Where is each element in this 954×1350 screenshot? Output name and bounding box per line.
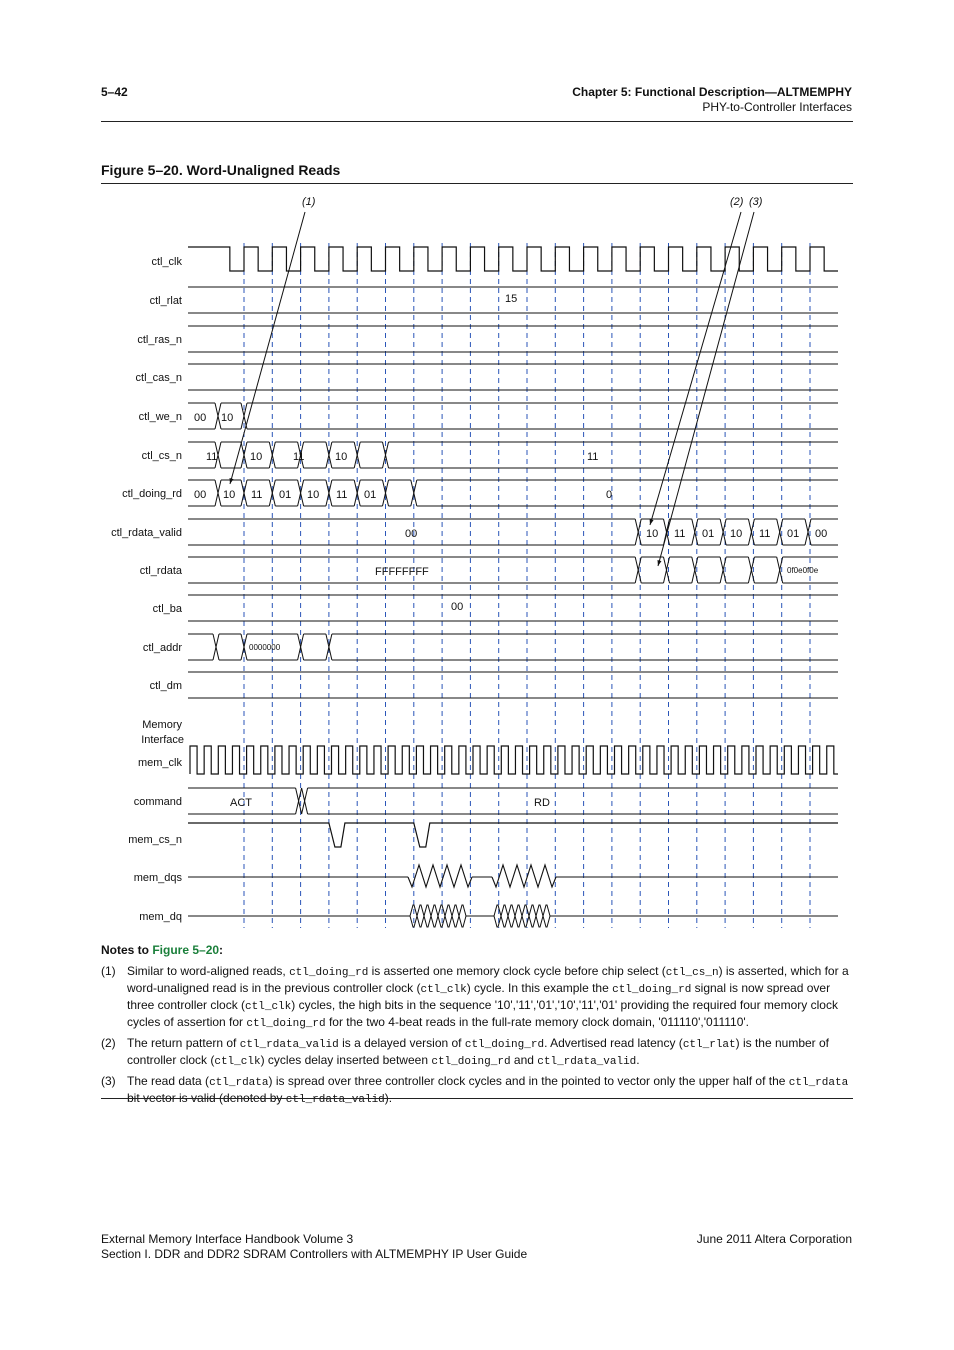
signal-label-mem-clk: mem_clk [137,757,182,769]
signal-label-ctl-cs-n: ctl_cs_n [141,450,182,462]
value-rdata: 0f0e0f0e [787,566,819,575]
callout-label: (1) [302,196,316,208]
callout-label: (3) [749,196,763,208]
figure-link[interactable]: Figure 5–20 [152,943,220,957]
waveform-mem-dq [452,905,459,927]
note-fragment: The return pattern of [127,1036,240,1050]
value-doing-rd: 10 [223,489,236,501]
value-doing-rd: 11 [336,489,348,501]
note-fragment: The read data ( [127,1074,210,1088]
callout-arrow [650,212,741,525]
footer-date-company: June 2011 Altera Corporation [696,1232,852,1246]
signal-label-ctl-doing-rd: ctl_doing_rd [122,488,182,500]
value-rdata: FFFFFFFF [375,566,429,578]
waveform-mem-cs-n [188,823,838,847]
page-number: 5–42 [101,85,128,99]
value-cs-n: 10 [335,451,348,463]
value-command: ACT [230,797,252,809]
waveform-mem-dq [424,905,431,927]
callout-arrowhead [650,519,654,525]
note-fragment: ) is asserted, which for a word-unaligned read is in the previous controller clock ( [127,964,849,995]
waveform-mem-dqs [492,865,556,887]
code-signal: ctl_clk [420,984,467,996]
value-rdata-valid: 11 [759,528,771,540]
notes-list [101,964,853,1108]
waveform-mem-dq [417,905,424,927]
note-fragment: . [636,1053,640,1067]
waveform-mem-dq [501,905,508,927]
section-title: PHY-to-Controller Interfaces [702,100,852,114]
waveform-mem-dq [494,905,501,927]
signal-label-ctl-rdata-valid: ctl_rdata_valid [111,527,182,539]
signal-label-ctl-rdata: ctl_rdata [139,565,182,577]
waveform-mem-dq [522,905,529,927]
signal-label-mem-dq: mem_dq [139,911,182,923]
callout-label: (2) [730,196,744,208]
note-fragment: bit vector is valid (denoted by [127,1091,286,1105]
waveform-ctl-clk [188,247,838,271]
figure-title: Figure 5–20. Word-Unaligned Reads [101,162,341,178]
signal-label-ctl-dm: ctl_dm [149,680,182,692]
signal-label-ctl-ras-n: ctl_ras_n [137,334,182,346]
value-addr: 0000000 [249,643,281,652]
note-fragment: . Advertised read latency ( [544,1036,683,1050]
waveform-mem-dqs [408,865,472,887]
memory-interface-label: Memory [142,719,182,731]
code-signal: ctl_doing_rd [289,967,369,979]
waveform-mem-dq [445,905,452,927]
note-number: (3) [101,1074,116,1088]
code-signal: ctl_rdata_valid [285,1094,385,1106]
waveform-mem-dq [508,905,515,927]
note-fragment: ) cycles, the high bits in the sequence '10','11','01','10','11','01' providing the required four memory clock cycles of assertion for [127,998,838,1029]
callout-arrow [230,212,305,484]
value-we-n: 10 [221,412,234,424]
note-fragment: ) is the number of controller clock ( [127,1036,829,1067]
note-fragment: ) cycle. In this example the [466,981,613,995]
code-signal: ctl_rlat [682,1039,736,1051]
waveform-mem-dq [543,905,550,927]
footer-left [101,1232,527,1262]
note-fragment: for the two 4-beat reads in the full-rate memory clock domain, '011110','011110'. [325,1015,749,1029]
signal-label-ctl-rlat: ctl_rlat [149,295,182,307]
code-signal: ctl_rdata [788,1077,849,1089]
note-fragment: ). [384,1091,393,1105]
code-signal: ctl_clk [245,1001,292,1013]
value-doing-rd: 01 [364,489,377,501]
value-rdata-valid: 01 [787,528,800,540]
note-number: (1) [101,964,116,978]
note-text [127,1074,853,1108]
note-fragment: Similar to word-aligned reads, [127,964,290,978]
code-signal: ctl_doing_rd [431,1056,511,1068]
waveform-mem-dq [515,905,522,927]
callout-arrowhead [230,478,234,484]
code-signal: ctl_doing_rd [612,984,692,996]
signal-label-command: command [133,796,182,808]
value-doing-rd: 0 [606,489,613,501]
value-doing-rd: 11 [251,489,263,501]
value-command: RD [534,797,550,809]
value-rdata-valid: 10 [646,528,659,540]
signal-label-mem-cs-n: mem_cs_n [128,834,182,846]
value-doing-rd: 10 [307,489,320,501]
value-rdata-valid: 00 [405,528,418,540]
chapter-title: Chapter 5: Functional Description—ALTMEMPHY [572,85,852,99]
value-rdata-valid: 10 [730,528,743,540]
code-signal: ctl_rdata_valid [239,1039,339,1051]
waveform-mem-dq [459,905,466,927]
callout-arrow [658,212,754,566]
note-number: (2) [101,1036,116,1050]
value-ba: 00 [451,601,464,613]
footer-book: External Memory Interface Handbook Volume 3 [101,1232,354,1246]
value-cs-n: 11 [293,451,305,463]
note-fragment: ) is spread over three controller clock cycles and in the pointed to vector only the upper half of the [268,1074,789,1088]
waveform-mem-dq [410,905,417,927]
value-we-n: 00 [194,412,207,424]
value-doing-rd: 00 [194,489,207,501]
notes-title: Notes to Figure 5–20: [101,943,224,957]
code-signal: ctl_cs_n [665,967,719,979]
note-text [127,1036,853,1070]
value-rdata-valid: 00 [815,528,828,540]
waveform-mem-dq [536,905,543,927]
value-rlat: 15 [505,293,518,305]
value-cs-n: 11 [587,451,599,463]
footer-section: Section I. DDR and DDR2 SDRAM Controllers with ALTMEMPHY IP User Guide [101,1247,528,1261]
value-cs-n: 10 [250,451,263,463]
note-fragment: is a delayed version of [338,1036,465,1050]
code-signal: ctl_rdata_valid [537,1056,637,1068]
signal-label-ctl-cas-n: ctl_cas_n [135,372,182,384]
code-signal: ctl_doing_rd [464,1039,545,1051]
signal-label-ctl-ba: ctl_ba [152,603,182,615]
note-fragment: signal is now spread over three controller clock ( [127,981,831,1012]
code-signal: ctl_rdata [209,1077,269,1089]
note-item [101,1036,853,1070]
value-cs-n: 11 [206,451,218,463]
code-signal: ctl_doing_rd [246,1018,326,1030]
note-item [101,964,853,1032]
note-item [101,1074,853,1108]
waveform-mem-dq [431,905,438,927]
memory-interface-label: Interface [141,734,184,746]
waveform-mem-dq [438,905,445,927]
signal-label-ctl-clk: ctl_clk [151,256,182,268]
note-fragment: and [510,1053,538,1067]
value-doing-rd: 01 [279,489,292,501]
note-fragment: ) cycles delay inserted between [260,1053,432,1067]
waveform-mem-clk [190,746,838,774]
note-fragment: is asserted one memory clock cycle before chip select ( [368,964,666,978]
waveform-mem-dq [529,905,536,927]
value-rdata-valid: 11 [674,528,686,540]
note-text [127,964,853,1032]
signal-label-mem-dqs: mem_dqs [133,872,182,884]
value-rdata-valid: 01 [702,528,715,540]
notes-rule [101,1098,853,1099]
signal-label-ctl-addr: ctl_addr [142,642,182,654]
callout-arrowhead [657,560,661,566]
figure-notes [101,943,853,1112]
signal-label-ctl-we-n: ctl_we_n [138,411,182,423]
code-signal: ctl_clk [214,1056,261,1068]
